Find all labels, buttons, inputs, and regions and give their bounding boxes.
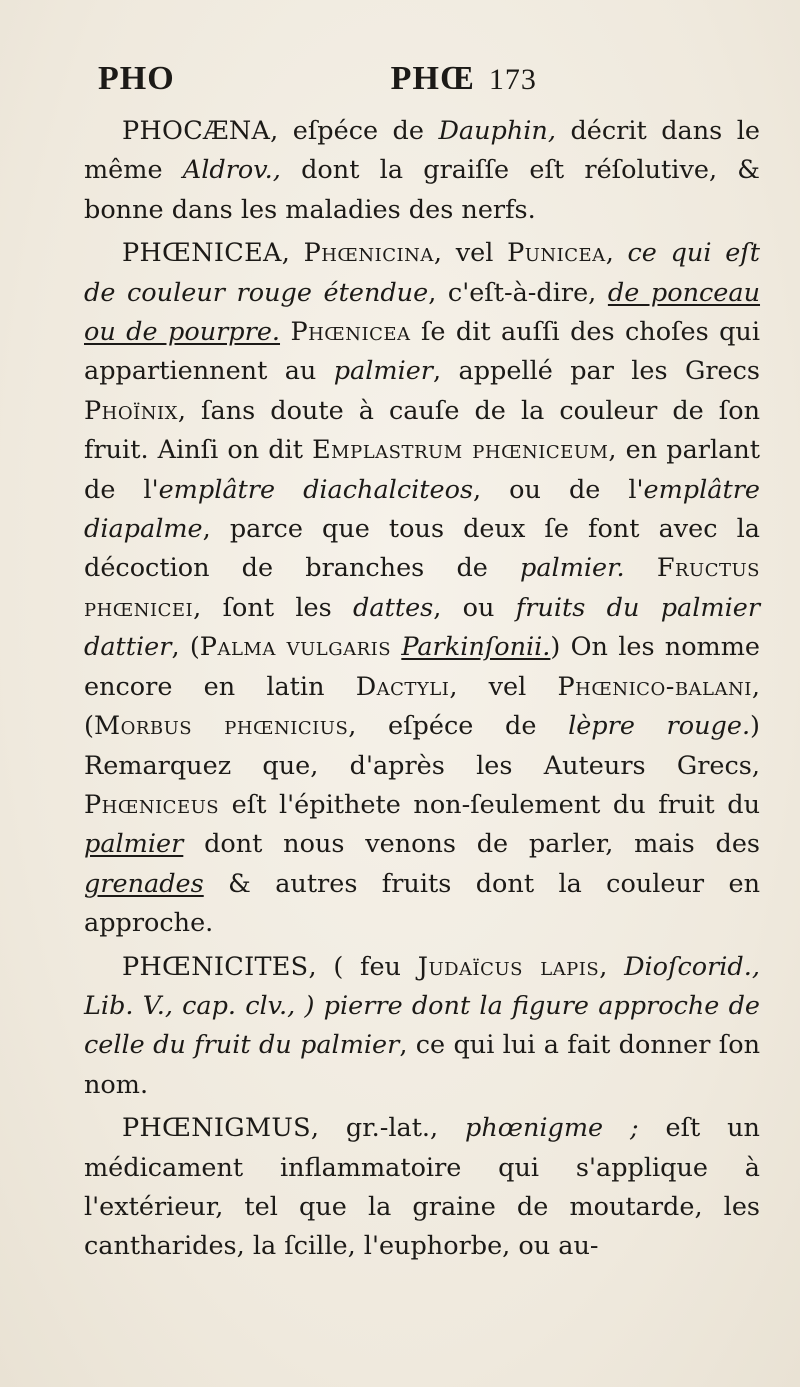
text-run <box>625 553 657 583</box>
text-run: & autres fruits dont la couleur en approche. <box>84 868 760 939</box>
text-run: , vel <box>433 238 508 269</box>
italic-term: Aldrov. <box>182 155 273 186</box>
text-run: , en parlant de l' <box>84 435 760 505</box>
italic-term: pierre dont la figure approche de celle du fruit du palmier <box>84 990 760 1061</box>
italic-term: ce qui eſt de couleur rouge étendue <box>84 238 760 308</box>
italic-term: Lib. <box>84 990 134 1021</box>
italic-term: , <box>272 155 302 186</box>
text-run <box>391 632 401 662</box>
text-run: , ( feu <box>308 951 418 982</box>
italic-term: emplâtre diachalciteos <box>158 474 474 505</box>
italic-term: palmier <box>333 356 434 387</box>
small-caps-term: Dactyli <box>355 671 450 702</box>
italic-term: , <box>164 990 183 1021</box>
running-header <box>84 60 760 108</box>
text-run: , ce qui lui a fait donner ſon nom. <box>84 1030 760 1100</box>
text-run: dont la graiſſe eſt réſolutive, & bonne dans les maladies des nerfs. <box>84 155 760 225</box>
text-run: ſe dit auſſi des choſes qui appartiennent au <box>84 317 761 387</box>
italic-term: dattes <box>353 592 434 623</box>
small-caps-term: Palma vulgaris <box>199 632 392 663</box>
italic-term: Dauphin <box>438 116 548 146</box>
text-run: , ſont les <box>193 592 354 623</box>
italic-term: Parkinſonii. <box>401 632 551 663</box>
italic-term: grenades <box>84 868 204 899</box>
text-run: , ou de l' <box>473 474 644 505</box>
text-run: , <box>605 238 628 269</box>
small-caps-term: Morbus phœnicius <box>93 711 349 742</box>
text-run: , gr.-lat., <box>310 1113 466 1144</box>
entry-phoenicites <box>84 948 760 1106</box>
small-caps-term: Judaïcus lapis <box>417 951 600 982</box>
text-run: , <box>599 951 625 982</box>
entry-headword: PHŒNICITES <box>122 951 309 982</box>
page-number: 173 <box>488 63 537 96</box>
text-run: eſt un médicament inflammatoire qui s'applique à l'extérieur, tel que la graine de moutarde, les cantharides, la ſcille, l'euphorbe, ou au- <box>84 1113 760 1262</box>
text-run: , ſans doute à cauſe de la couleur de ſon fruit. Ainſi on dit <box>84 395 760 466</box>
text-run: , eſpéce de <box>348 711 569 742</box>
small-caps-term: Fructus phœnicei <box>84 553 761 623</box>
italic-term: phœnigme ; <box>465 1113 639 1144</box>
text-run: , parce que tous deux ſe font avec la décoction de branches de <box>84 514 760 584</box>
text-run: , vel <box>449 671 558 702</box>
text-run: , <box>281 238 304 269</box>
entry-phocaena <box>84 112 760 230</box>
text-run: décrit dans le même <box>84 116 760 186</box>
italic-term: cap. clv. <box>182 990 288 1021</box>
small-caps-term: Phœniceus <box>84 789 220 820</box>
italic-term: palmier <box>84 829 184 860</box>
text-run: ) Remarquez que, d'après les Auteurs Grecs, <box>84 711 760 781</box>
text-run: , ( <box>171 632 200 663</box>
entry-headword: PHŒNIGMUS <box>122 1113 311 1144</box>
italic-term: emplâtre diapalme <box>84 474 761 545</box>
header-left-guide-word: PHO <box>98 60 175 97</box>
entry-text <box>84 238 760 938</box>
italic-term: Dioſcorid. <box>624 951 752 982</box>
italic-term: palmier. <box>520 553 625 584</box>
text-run: , c'eſt-à-dire, <box>428 277 608 308</box>
text-run: dont nous venons de parler, mais des <box>183 829 760 860</box>
text-run: , eſpéce de <box>270 116 439 146</box>
small-caps-term: Emplastrum phœniceum <box>312 435 609 466</box>
small-caps-term: Phœnico-balani <box>557 671 752 702</box>
text-run: ) On les nomme encore en latin <box>84 632 761 702</box>
italic-term: V. <box>142 990 165 1021</box>
italic-term: lèpre rouge. <box>568 711 751 742</box>
text-run: , ( <box>84 671 760 742</box>
entry-headword: PHOCÆNA <box>122 116 271 146</box>
text-run: , ou <box>433 592 516 623</box>
italic-term: , <box>547 116 571 146</box>
small-caps-term: Phœnicina <box>303 238 434 269</box>
text-run: eſt l'épithete non-ſeulement du fruit du <box>219 789 760 820</box>
small-caps-term: Phœnicea <box>290 317 411 348</box>
italic-term: fruits du palmier dattier <box>84 592 761 663</box>
small-caps-term: Punicea <box>507 238 606 269</box>
italic-term: , ) <box>287 990 324 1021</box>
text-run: , appellé par les Grecs <box>433 356 760 387</box>
italic-term: de ponceau ou de pourpre. <box>84 277 761 348</box>
text-run <box>134 991 143 1021</box>
header-right-guide-word: PHŒ <box>390 60 475 97</box>
dictionary-entries <box>84 112 760 1267</box>
entry-phoenicea <box>84 234 760 943</box>
italic-term: , <box>751 951 760 982</box>
entry-headword: PHŒNICEA <box>122 238 282 269</box>
entry-phoenigmus <box>84 1109 760 1267</box>
small-caps-term: Phoïnix <box>84 395 178 426</box>
text-run <box>280 317 290 347</box>
